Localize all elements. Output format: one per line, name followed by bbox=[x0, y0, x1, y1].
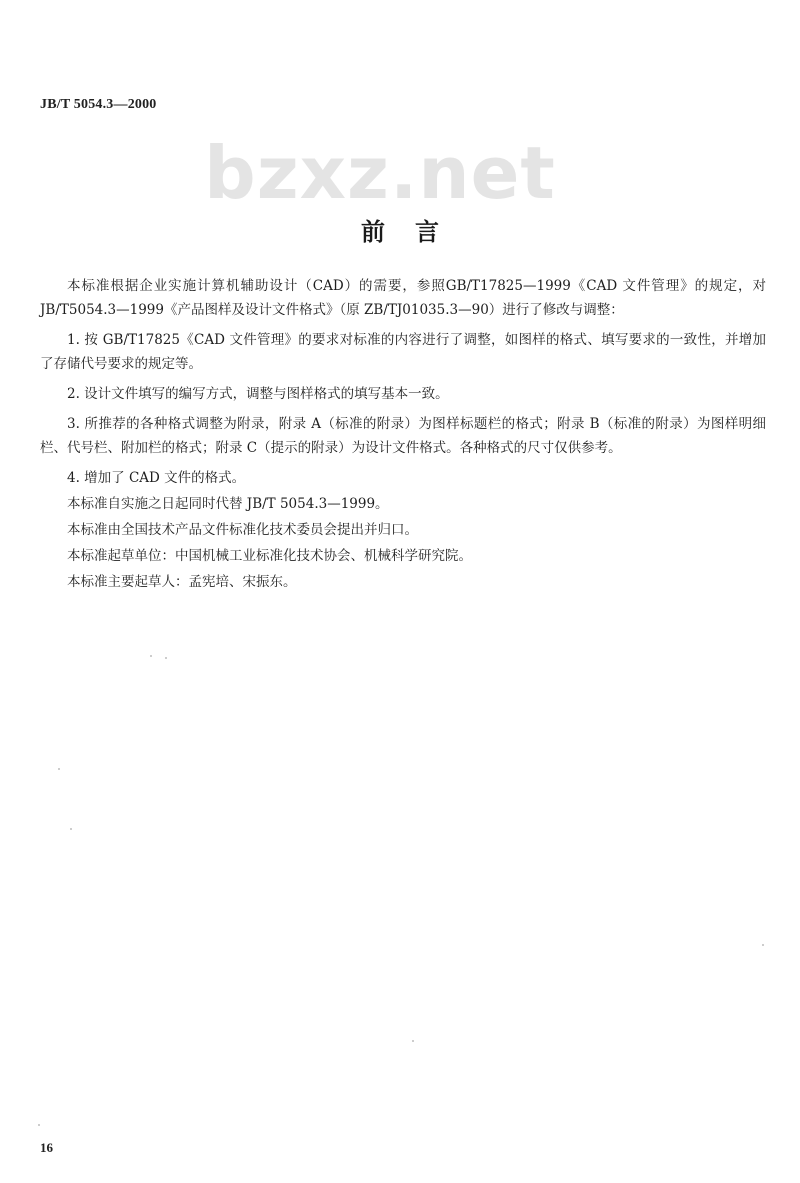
scan-speck bbox=[70, 828, 72, 830]
paragraph-drafters: 本标准主要起草人：孟宪培、宋振东。 bbox=[67, 574, 297, 590]
scan-speck bbox=[38, 1124, 40, 1126]
paragraph-item-2: 2. 设计文件填写的编写方式，调整与图样格式的填写基本一致。 bbox=[67, 386, 449, 402]
scan-speck bbox=[762, 944, 764, 946]
paragraph-item-1: 1. 按 GB/T17825《CAD 文件管理》的要求对标准的内容进行了调整，如图样的格式、填写要求的一致性，并增加了存储代号要求的规定等。 bbox=[40, 332, 766, 372]
scan-speck bbox=[412, 1040, 414, 1042]
scan-speck bbox=[165, 657, 167, 659]
foreword-body bbox=[40, 274, 766, 596]
scan-speck bbox=[150, 655, 152, 657]
paragraph-item-4: 4. 增加了 CAD 文件的格式。 bbox=[67, 470, 246, 486]
paragraph-intro: 本标准根据企业实施计算机辅助设计（CAD）的需要，参照GB/T17825—1999《CAD 文件管理》的规定，对 JB/T5054.3—1999《产品图样及设计文件格式》（原 ZB/TJ01035.3—90）进行了修改与调整： bbox=[40, 278, 766, 318]
page-title: 前言 bbox=[361, 218, 469, 246]
paragraph-drafting-units: 本标准起草单位：中国机械工业标准化技术协会、机械科学研究院。 bbox=[67, 548, 472, 564]
standard-code: JB/T 5054.3—2000 bbox=[40, 97, 157, 112]
watermark: bzxz.net bbox=[204, 131, 556, 215]
paragraph-replaces: 本标准自实施之日起同时代替 JB/T 5054.3—1999。 bbox=[67, 496, 389, 512]
page-number: 16 bbox=[40, 1140, 53, 1155]
paragraph-item-3: 3. 所推荐的各种格式调整为附录，附录 A（标准的附录）为图样标题栏的格式；附录 B（标准的附录）为图样明细栏、代号栏、附加栏的格式；附录 C（提示的附录）为设计文件格式。各种格式的尺寸仅供参考。 bbox=[40, 416, 766, 456]
scan-speck bbox=[58, 768, 60, 770]
paragraph-proposer: 本标准由全国技术产品文件标准化技术委员会提出并归口。 bbox=[67, 522, 418, 538]
